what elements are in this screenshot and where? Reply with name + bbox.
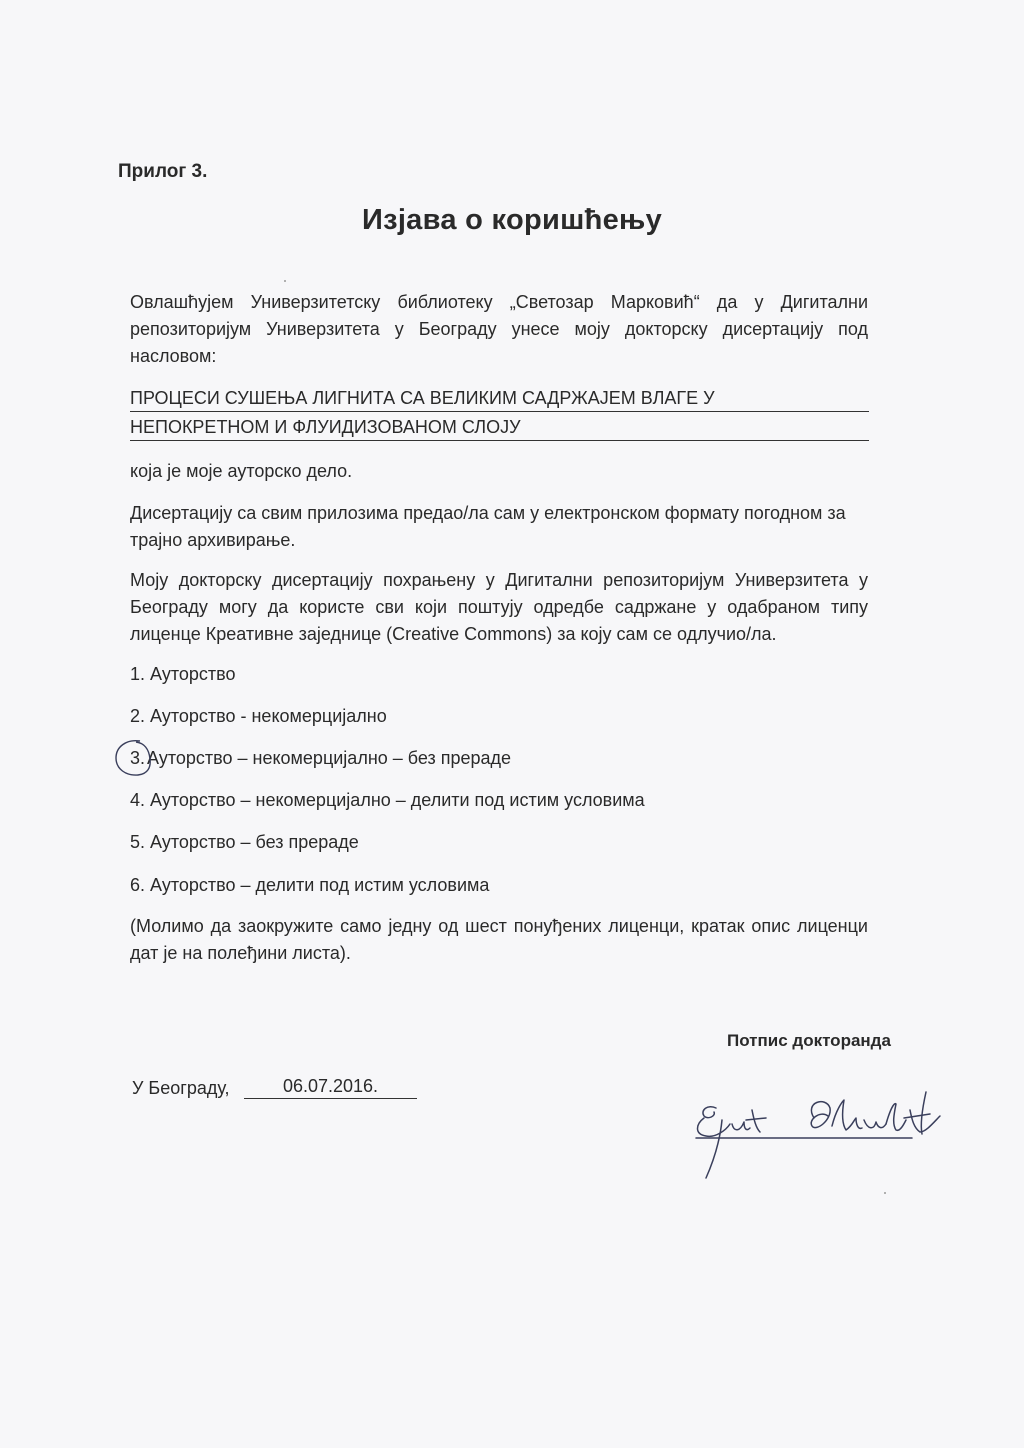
license-option-2 — [130, 704, 387, 728]
handwritten-signature — [686, 1080, 986, 1180]
license-text: Ауторство — [145, 664, 236, 684]
license-option-3-selected — [130, 746, 511, 770]
own-work-statement: која је моје ауторско дело. — [130, 461, 353, 481]
instruction-note: (Молимо да заокружите само једну од шест понуђених лиценци, кратак опис лиценци дат је на полеђини листа). — [130, 916, 868, 963]
license-text: Ауторство – некомерцијално – делити под истим условима — [145, 790, 645, 810]
license-number: 5. — [130, 832, 146, 852]
license-text: Ауторство – некомерцијално – без прераде — [147, 748, 512, 768]
license-number: 1. — [130, 664, 146, 684]
license-number: 2. — [130, 706, 146, 726]
attachment-label: Прилог 3. — [118, 161, 208, 182]
license-option-5 — [130, 830, 359, 854]
scan-speck — [284, 280, 286, 282]
license-text: Ауторство – делити под истим условима — [145, 875, 490, 895]
document-title: Изјава о коришћењу — [361, 204, 663, 236]
license-text: Ауторство – без прераде — [145, 832, 359, 852]
license-text: Ауторство - некомерцијално — [145, 706, 387, 726]
place-label: У Београду, — [132, 1078, 230, 1098]
license-number: 6. — [130, 875, 146, 895]
signature-label: Потпис докторанда — [727, 1031, 891, 1050]
submission-paragraph: Дисертацију са свим прилозима предао/ла сам у електронском формату погодном за трајно архивирање. — [130, 503, 846, 550]
license-number: 4. — [130, 790, 146, 810]
usage-paragraph: Моју докторску дисертацију похрањену у Дигитални репозиторијум Универзитета у Београду могу да користе сви који поштују одредбе садржане у одабраном типу лиценце Креативне заједнице (Creative Commons) за коју сам се одлучио/ла. — [130, 570, 868, 644]
license-option-6 — [130, 873, 489, 897]
license-option-1 — [130, 662, 236, 686]
date-field: 06.07.2016. — [244, 1074, 417, 1099]
scan-speck — [884, 1192, 886, 1194]
license-number: 3. — [130, 748, 146, 768]
hand-drawn-circle-mark — [110, 737, 164, 779]
intro-paragraph: Овлашћујем Универзитетску библиотеку „Светозар Марковић“ да у Дигитални репозиторијум Универзитета у Београду унесе моју докторску дисертацију под насловом: — [130, 292, 868, 366]
thesis-title-line-2: НЕПОКРЕТНОМ И ФЛУИДИЗОВАНОМ СЛОЈУ — [130, 414, 869, 441]
thesis-title-line-1: ПРОЦЕСИ СУШЕЊА ЛИГНИТА СА ВЕЛИКИМ САДРЖАЈЕМ ВЛАГЕ У — [130, 385, 869, 412]
license-option-4 — [130, 788, 645, 812]
